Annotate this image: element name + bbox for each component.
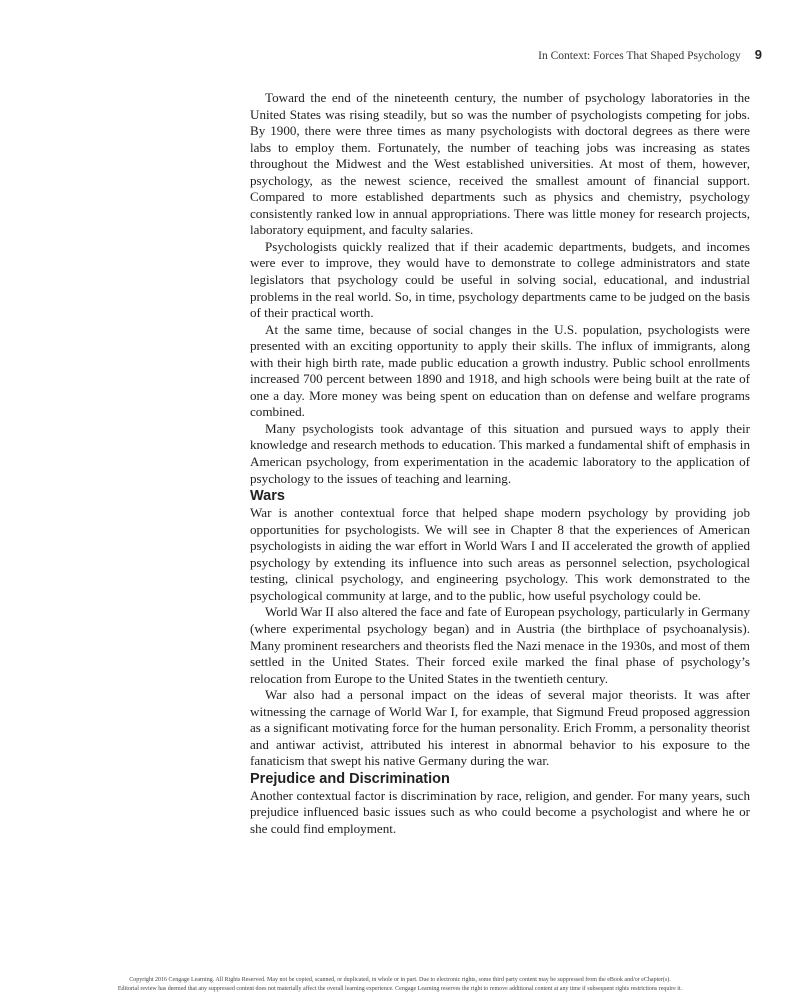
paragraph: Many psychologists took advantage of this situation and pursued ways to apply their knowledge and research methods to education. This marked a fundamental shift of emphasis in American psychology, from experimentation in the academic laboratory to the application of psychology to the issues of teaching and learning. bbox=[250, 420, 750, 486]
running-header bbox=[538, 47, 762, 62]
paragraph: Psychologists quickly realized that if their academic departments, budgets, and incomes were ever to improve, they would have to demonstrate to college administrators and state legislators that psychology could be useful in solving social, educational, and industrial problems in the real world. So, in time, psychology departments came to be judged on the basis of their practical worth. bbox=[250, 238, 751, 321]
paragraph: World War II also altered the face and fate of European psychology, particularly in Germany (where experimental psychology began) and in Austria (the birthplace of psychoanalysis). Many prominent researchers and theorists fled the Nazi menace in the 1930s, and most of them settled in the United States. Their forced exile marked the final phase of psychology’s relocation from Europe to the United States in the twentieth century. bbox=[250, 604, 750, 686]
paragraph: War is another contextual force that helped shape modern psychology by providing job opportunities for psychologists. We will see in Chapter 8 that the experiences of American psychologists in aiding the war effort in World Wars I and II accelerated the growth of applied psychology by extending its influence into such areas as personnel selection, psychological testing, clinical psychology, and engineering psychology. This work demonstrated to the psychological community at large, and to the public, how useful psychology could be. bbox=[250, 505, 750, 603]
copyright-line: Editorial review has deemed that any suppressed content does not materially affect the overall learning experience. Cengage Learning reserves the right to remove additional content at any time if subsequent rights restrictions require it. bbox=[117, 986, 683, 992]
paragraph: Toward the end of the nineteenth century, the number of psychology laboratories in the United States was rising steadily, but so was the number of psychologists competing for jobs. By 1900, there were three times as many psychologists with doctoral degrees as there were labs to employ them. Fortunately, the number of teaching jobs was increasing as states throughout the Midwest and the West established universities. At most of them, however, psychology, as the newest science, received the smallest amount of financial support. Compared to more established departments such as physics and chemistry, psychology consistently ranked low in annual appropriations. There was little money for research projects, laboratory equipment, and faculty salaries. bbox=[250, 90, 750, 238]
copyright-line: Copyright 2016 Cengage Learning. All Rights Reserved. May not be copied, scanned, or duplicated, in whole or in part. Due to electronic rights, some third party content may be suppressed from the eBook and/or eChapter(s). bbox=[129, 977, 671, 983]
running-title: In Context: Forces That Shaped Psychology bbox=[538, 50, 741, 62]
paragraph: At the same time, because of social changes in the U.S. population, psychologists were presented with an exciting opportunity to apply their skills. The influx of immigrants, along with their high birth rate, made public education a growth industry. Public school enrollments increased 700 percent between 1890 and 1918, and high schools were being built at the rate of one a day. More money was being spent on education than on defense and welfare programs combined. bbox=[250, 321, 750, 420]
text-column bbox=[250, 90, 750, 838]
paragraph: Another contextual factor is discrimination by race, religion, and gender. For many years, such prejudice influenced basic issues such as who could become a psychologist and where he or she could find employment. bbox=[250, 787, 750, 836]
section-heading-prejudice: Prejudice and Discrimination bbox=[250, 770, 450, 787]
section-heading-wars: Wars bbox=[250, 488, 285, 505]
page-number: 9 bbox=[754, 47, 762, 62]
copyright-footer bbox=[0, 976, 800, 994]
paragraph: War also had a personal impact on the ideas of several major theorists. It was after witnessing the carnage of World War I, for example, that Sigmund Freud proposed aggression as a significant motivating force for the human personality. Erich Fromm, a personality theorist and antiwar activist, attributed his interest in abnormal behavior to his exposure to the fanaticism that swept his native Germany during the war. bbox=[250, 687, 750, 769]
